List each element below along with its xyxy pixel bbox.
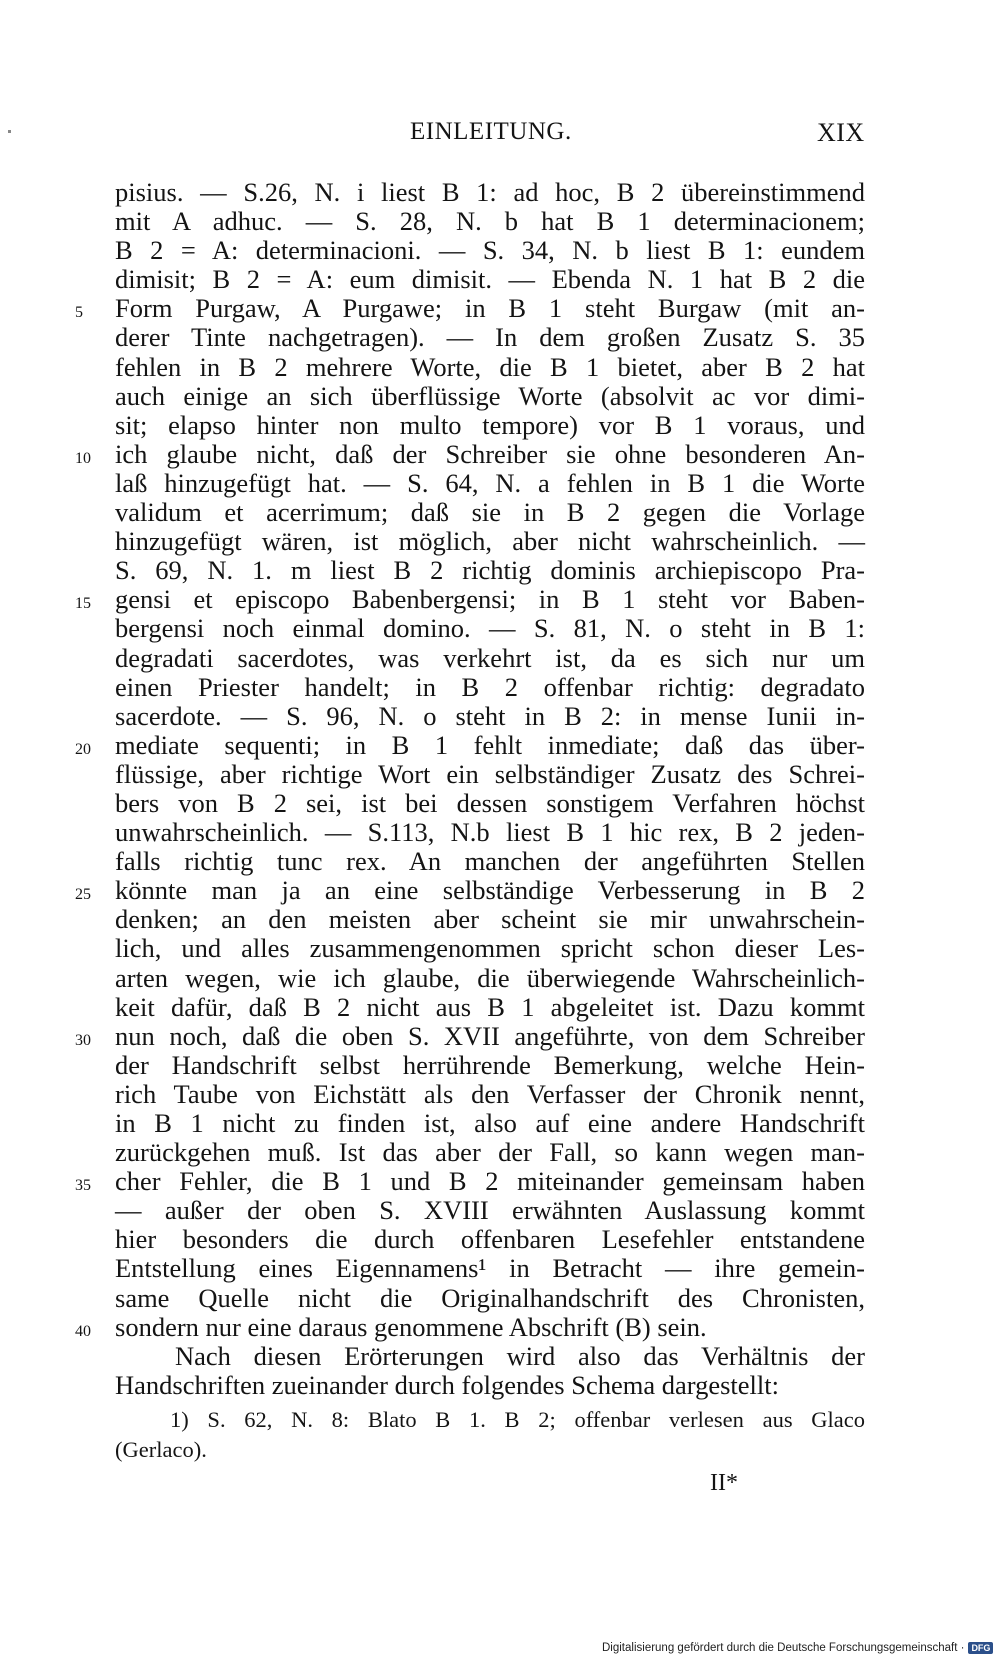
text-line xyxy=(115,382,865,411)
text-line xyxy=(75,875,865,906)
line-text: Nach diesen Erörterungen wird also das Verhältnis der xyxy=(175,1340,865,1371)
line-text: B 2 = A: determinacioni. — S. 34, N. b liest B 1: eundem xyxy=(115,235,865,266)
text-line xyxy=(115,1371,865,1400)
line-text: in B 1 nicht zu finden ist, also auf eine andere Handschrift xyxy=(115,1108,865,1138)
line-text: Entstellung eines Eigennamens¹ in Betracht — ihre gemein- xyxy=(115,1253,865,1284)
line-number: 30 xyxy=(75,1031,91,1049)
text-line xyxy=(115,178,865,207)
text-line xyxy=(115,323,865,352)
line-text: laß hinzugefügt hat. — S. 64, N. a fehlen in B 1 die Worte xyxy=(115,467,865,498)
line-text: derer Tinte nachgetragen). — In dem großen Zusatz S. 35 xyxy=(115,322,865,353)
footnote-line: (Gerlaco). xyxy=(115,1437,207,1462)
line-text: zurückgehen muß. Ist das aber der Fall, so kann wegen man- xyxy=(115,1137,865,1168)
text-line xyxy=(115,556,865,585)
line-text: mediate sequenti; in B 1 fehlt inmediate; daß das über- xyxy=(115,729,865,760)
text-line xyxy=(115,1138,865,1167)
line-text: fehlen in B 2 mehrere Worte, die B 1 bietet, aber B 2 hat xyxy=(115,351,865,382)
line-text: denken; an den meisten aber scheint sie mir unwahrschein- xyxy=(115,904,865,935)
line-text: bergensi noch einmal domino. — S. 81, N. o steht in B 1: xyxy=(115,613,865,644)
text-line xyxy=(115,993,865,1022)
line-text: pisius. — S.26, N. i liest B 1: ad hoc, B 2 übereinstimmend xyxy=(115,177,865,207)
text-line xyxy=(115,207,865,236)
page-number: XIX xyxy=(817,118,865,147)
text-line xyxy=(115,1284,865,1313)
text-line xyxy=(115,673,865,702)
line-number: 40 xyxy=(75,1322,91,1340)
text-line xyxy=(115,469,865,498)
line-text: Form Purgaw, A Purgawe; in B 1 steht Burgaw (mit an- xyxy=(115,293,865,324)
line-number: 20 xyxy=(75,740,91,758)
line-text: bers von B 2 sei, ist bei dessen sonstigem Verfahren höchst xyxy=(115,787,865,818)
line-text: ich glaube nicht, daß der Schreiber sie ohne besonderen An- xyxy=(115,438,865,469)
dfg-logo: DFG xyxy=(968,1642,993,1654)
text-line xyxy=(115,818,865,847)
line-text: Handschriften zueinander durch folgendes Schema dargestellt: xyxy=(115,1369,779,1400)
line-text: einen Priester handelt; in B 2 offenbar richtig: degradato xyxy=(115,671,865,702)
text-line xyxy=(115,411,865,440)
line-text: hinzugefügt wären, ist möglich, aber nicht wahrscheinlich. — xyxy=(115,526,865,557)
line-number: 10 xyxy=(75,449,91,467)
footnote-line: 1) S. 62, N. 8: Blato B 1. B 2; offenbar verlesen aus Glaco xyxy=(170,1407,865,1432)
text-line xyxy=(115,236,865,265)
line-text: sacerdote. — S. 96, N. o steht in B 2: in mense Iunii in- xyxy=(115,700,865,731)
text-line xyxy=(115,1254,865,1283)
text-line xyxy=(75,293,865,324)
page-header xyxy=(0,118,1000,152)
line-text: sit; elapso hinter non multo tempore) vor B 1 voraus, und xyxy=(115,409,865,440)
footnote xyxy=(115,1405,865,1465)
text-line xyxy=(115,1342,865,1371)
text-line xyxy=(115,1051,865,1080)
line-text: sondern nur eine daraus genommene Abschrift (B) sein. xyxy=(115,1311,707,1342)
text-line xyxy=(115,644,865,673)
line-text: nun noch, daß die oben S. XVII angeführte, von dem Schreiber xyxy=(115,1020,865,1051)
line-text: dimisit; B 2 = A: eum dimisit. — Ebenda N. 1 hat B 2 die xyxy=(115,264,865,295)
text-line xyxy=(115,498,865,527)
signature-mark: II* xyxy=(710,1470,738,1496)
running-head: EINLEITUNG. xyxy=(410,118,572,145)
line-text: mit A adhuc. — S. 28, N. b hat B 1 determinacionem; xyxy=(115,206,865,237)
text-line xyxy=(75,1166,865,1197)
text-line xyxy=(115,964,865,993)
line-text: flüssige, aber richtige Wort ein selbständiger Zusatz des Schrei- xyxy=(115,758,865,789)
line-number: 25 xyxy=(75,886,91,904)
line-text: — außer der oben S. XVIII erwähnten Auslassung kommt xyxy=(115,1195,865,1226)
line-text: gensi et episcopo Babenbergensi; in B 1 steht vor Baben- xyxy=(115,584,865,615)
text-line xyxy=(115,265,865,294)
text-line xyxy=(115,1196,865,1225)
text-line xyxy=(75,1311,865,1342)
line-text: der Handschrift selbst herrührende Bemerkung, welche Hein- xyxy=(115,1049,865,1080)
line-number: 35 xyxy=(75,1177,91,1195)
line-text: same Quelle nicht die Originalhandschrift des Chronisten, xyxy=(115,1282,865,1313)
text-line xyxy=(75,1020,865,1051)
line-text: cher Fehler, die B 1 und B 2 miteinander gemeinsam haben xyxy=(115,1166,865,1197)
line-text: auch einige an sich überflüssige Worte (absolvit ac vor dimi- xyxy=(115,380,865,411)
text-line xyxy=(115,614,865,643)
body-text xyxy=(75,177,865,1400)
dfg-credit xyxy=(602,1642,993,1654)
line-number: 15 xyxy=(75,595,91,613)
line-text: validum et acerrimum; daß sie in B 2 gegen die Vorlage xyxy=(115,497,865,528)
text-line xyxy=(115,789,865,818)
line-text: degradati sacerdotes, was verkehrt ist, da es sich nur um xyxy=(115,642,865,673)
dfg-credit-text: Digitalisierung gefördert durch die Deutsche Forschungsgemeinschaft · xyxy=(602,1642,965,1654)
text-line xyxy=(115,760,865,789)
text-line xyxy=(115,934,865,963)
text-line xyxy=(115,1080,865,1109)
line-text: S. 69, N. 1. m liest B 2 richtig dominis archiepiscopo Pra- xyxy=(115,555,865,586)
line-text: falls richtig tunc rex. An manchen der angeführten Stellen xyxy=(115,846,865,877)
line-text: könnte man ja an eine selbständige Verbesserung in B 2 xyxy=(115,875,865,906)
text-line xyxy=(115,1225,865,1254)
text-line xyxy=(75,438,865,469)
text-line xyxy=(115,905,865,934)
line-text: unwahrscheinlich. — S.113, N.b liest B 1 hic rex, B 2 jeden- xyxy=(115,817,865,848)
line-text: lich, und alles zusammengenommen spricht schon dieser Les- xyxy=(115,933,865,964)
text-line xyxy=(115,847,865,876)
line-text: arten wegen, wie ich glaube, die überwiegende Wahrscheinlich- xyxy=(115,962,865,993)
text-line xyxy=(115,1109,865,1138)
text-line xyxy=(115,527,865,556)
text-line xyxy=(115,353,865,382)
text-line xyxy=(115,702,865,731)
line-number: 5 xyxy=(75,304,83,322)
line-text: rich Taube von Eichstätt als den Verfasser der Chronik nennt, xyxy=(115,1078,865,1109)
text-line xyxy=(75,584,865,615)
line-text: hier besonders die durch offenbaren Lesefehler entstandene xyxy=(115,1224,865,1255)
text-line xyxy=(75,729,865,760)
line-text: keit dafür, daß B 2 nicht aus B 1 abgeleitet ist. Dazu kommt xyxy=(115,991,865,1022)
